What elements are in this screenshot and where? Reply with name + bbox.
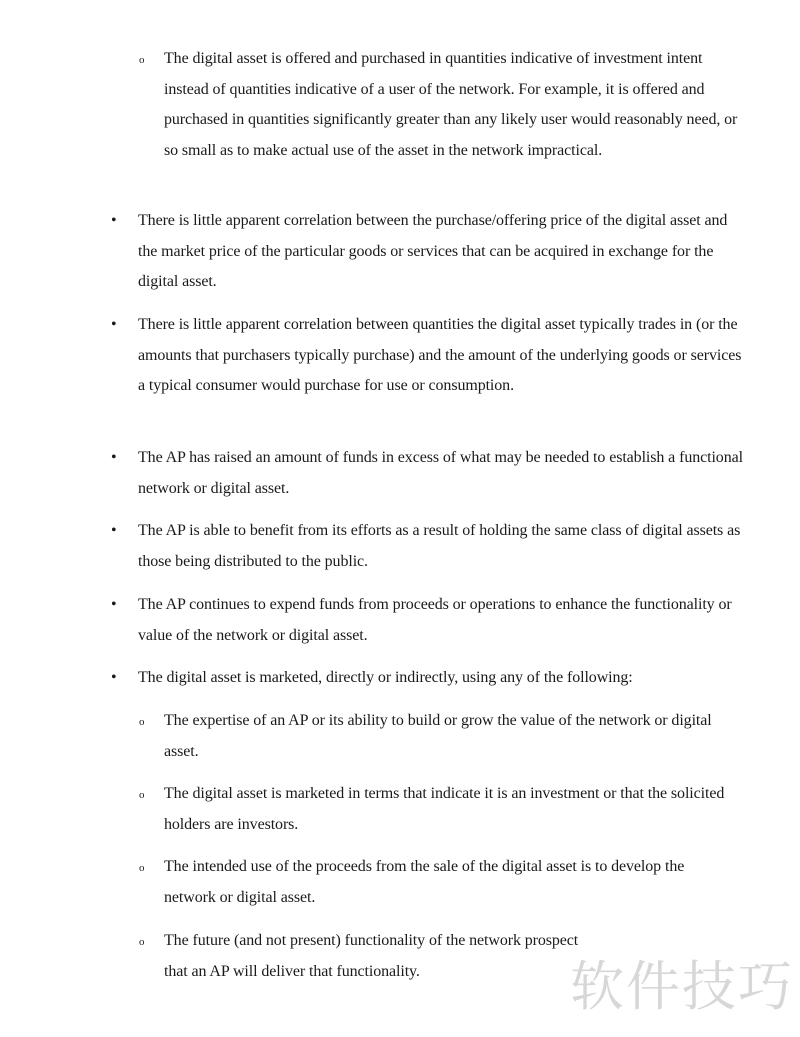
list-item — [139, 852, 739, 913]
list-item-text: There is little apparent correlation between quantities the digital asset typically trades in (or the amounts that purchasers typically purchase) and the amount of the underlying goods or services a typical consumer would purchase for use or consumption. — [138, 316, 742, 394]
list-item — [139, 44, 739, 166]
list-item-text: The digital asset is marketed, directly or indirectly, using any of the following: — [138, 669, 633, 686]
hollow-bullet-icon: o — [139, 862, 145, 874]
list-item-text: The digital asset is marketed in terms that indicate it is an investment or that the solicited holders are investors. — [164, 785, 725, 833]
list-item-text: The AP has raised an amount of funds in excess of what may be needed to establish a functional network or digital asset. — [138, 449, 743, 497]
list-item-text: The digital asset is offered and purchased in quantities indicative of investment intent instead of quantities indicative of a user of the network. For example, it is offered and purchased in quantities significantly greater than any likely user would reasonably need, or so small as to make actual use of the asset in the network impractical. — [164, 50, 738, 159]
hollow-bullet-icon: o — [139, 716, 145, 728]
watermark: 软件技巧 — [570, 955, 794, 1018]
list-item-text: The AP continues to expend funds from proceeds or operations to enhance the functionality or value of the network or digital asset. — [138, 596, 732, 644]
list-item-text: The intended use of the proceeds from the sale of the digital asset is to develop the network or digital asset. — [164, 858, 685, 906]
list-item — [139, 779, 739, 840]
hollow-bullet-icon: o — [139, 54, 145, 66]
list-item — [111, 206, 748, 298]
hollow-bullet-icon: o — [139, 789, 145, 801]
list-item — [111, 516, 748, 577]
bullet-icon: • — [111, 316, 117, 333]
list-item-text: There is little apparent correlation between the purchase/offering price of the digital asset and the market price of the particular goods or services that can be acquired in exchange for the digital asset. — [138, 212, 728, 290]
list-item-text: The AP is able to benefit from its efforts as a result of holding the same class of digital assets as those being distributed to the public. — [138, 522, 741, 570]
bullet-icon: • — [111, 596, 117, 613]
list-item — [111, 663, 748, 694]
list-item — [111, 590, 748, 651]
list-item — [139, 706, 739, 767]
bullet-icon: • — [111, 212, 117, 229]
list-item — [111, 443, 748, 504]
list-item-text: The expertise of an AP or its ability to build or grow the value of the network or digital asset. — [164, 712, 712, 760]
hollow-bullet-icon: o — [139, 936, 145, 948]
list-item — [111, 310, 748, 402]
bullet-icon: • — [111, 669, 117, 686]
bullet-icon: • — [111, 449, 117, 466]
bullet-icon: • — [111, 522, 117, 539]
list-item-text: The future (and not present) functionality of the network prospect that an AP will deliver that functionality. — [164, 932, 579, 980]
list-item — [139, 926, 604, 987]
